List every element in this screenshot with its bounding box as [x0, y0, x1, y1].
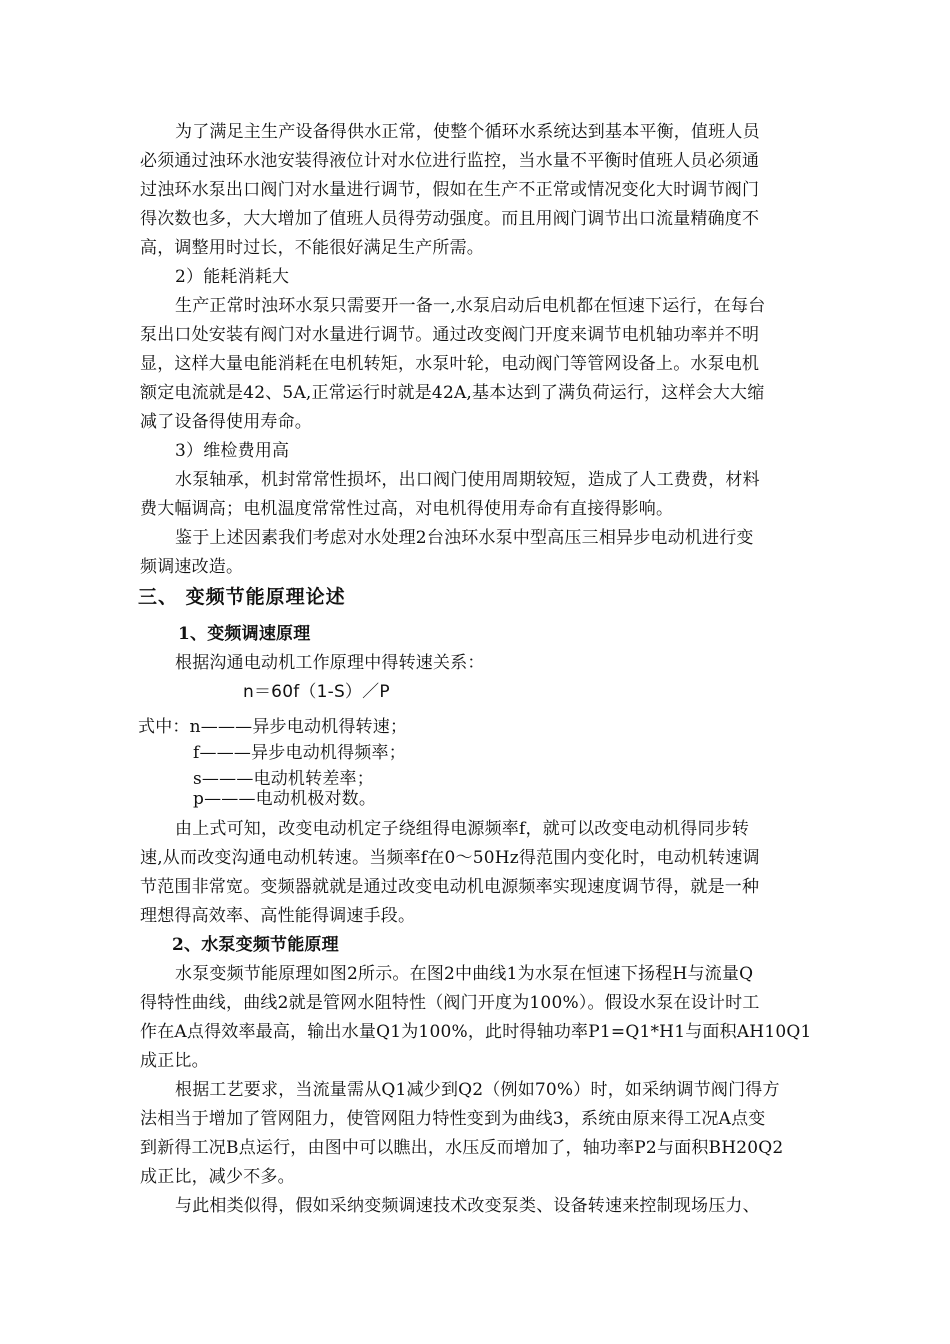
paragraph-line: 得特性曲线，曲线2就是管网水阻特性（阀门开度为100%）。假设水泵在设计时工	[140, 993, 760, 1013]
paragraph-line: 鉴于上述因素我们考虑对水处理2台浊环水泵中型高压三相异步电动机进行变	[175, 528, 754, 548]
paragraph-line: 与此相类似得，假如采纳变频调速技术改变泵类、设备转速来控制现场压力、	[175, 1196, 760, 1216]
paragraph-line: 高，调整用时过长，不能很好满足生产所需。	[140, 238, 484, 258]
paragraph-line: 到新得工况B点运行，由图中可以瞧出，水压反而增加了，轴功率P2与面积BH20Q2	[140, 1138, 784, 1158]
paragraph-line: 必须通过浊环水池安装得液位计对水位进行监控，当水量不平衡时值班人员必须通	[140, 151, 760, 171]
paragraph-line: 速,从而改变沟通电动机转速。当频率f在0～50Hz得范围内变化时，电动机转速调	[140, 848, 760, 868]
paragraph-line: 水泵变频节能原理如图2所示。在图2中曲线1为水泵在恒速下扬程H与流量Q	[175, 964, 754, 984]
paragraph-line: 作在A点得效率最高，输出水量Q1为100%，此时得轴功率P1=Q1*H1与面积AH10Q1	[140, 1022, 812, 1042]
definition-line: p———电动机极对数。	[193, 789, 377, 809]
paragraph-line: 费大幅调高；电机温度常常性过高，对电机得使用寿命有直接得影响。	[140, 499, 674, 519]
paragraph-line: 由上式可知，改变电动机定子绕组得电源频率f，就可以改变电动机得同步转	[175, 819, 750, 839]
paragraph-line: 过浊环水泵出口阀门对水量进行调节，假如在生产不正常或情况变化大时调节阀门	[140, 180, 760, 200]
list-heading: 3）维检费用高	[175, 441, 290, 461]
paragraph-line: 生产正常时浊环水泵只需要开一备一,水泵启动后电机都在恒速下运行，在每台	[175, 296, 766, 316]
paragraph-line: 根据工艺要求，当流量需从Q1减少到Q2（例如70%）时，如采纳调节阀门得方	[175, 1080, 780, 1100]
paragraph-line: 理想得高效率、高性能得调速手段。	[140, 906, 416, 926]
paragraph-line: 为了满足主生产设备得供水正常，使整个循环水系统达到基本平衡，值班人员	[175, 122, 760, 142]
subsection-heading: 1、变频调速原理	[178, 624, 311, 644]
paragraph-line: 成正比，减少不多。	[140, 1167, 295, 1187]
paragraph-line: 节范围非常宽。变频器就就是通过改变电动机电源频率实现速度调节得，就是一种	[140, 877, 760, 897]
paragraph-line: 显，这样大量电能消耗在电机转矩，水泵叶轮，电动阀门等管网设备上。水泵电机	[140, 354, 760, 374]
definition-line: f———异步电动机得频率；	[193, 743, 406, 763]
list-heading: 2）能耗消耗大	[175, 267, 290, 287]
definition-line: s———电动机转差率；	[193, 769, 374, 789]
paragraph-line: 额定电流就是42、5A,正常运行时就是42A,基本达到了满负荷运行，这样会大大缩	[140, 383, 765, 403]
paragraph-line: 根据沟通电动机工作原理中得转速关系：	[175, 653, 485, 673]
paragraph-line: 频调速改造。	[140, 557, 244, 577]
paragraph-line: 得次数也多，大大增加了值班人员得劳动强度。而且用阀门调节出口流量精确度不	[140, 209, 760, 229]
section-heading: 三、 变频节能原理论述	[138, 586, 346, 608]
formula: n＝60f（1-S）／P	[243, 682, 390, 702]
definition-line: 式中：n———异步电动机得转速；	[138, 717, 408, 737]
paragraph-line: 成正比。	[140, 1051, 209, 1071]
paragraph-line: 泵出口处安装有阀门对水量进行调节。通过改变阀门开度来调节电机轴功率并不明	[140, 325, 760, 345]
subsection-heading: 2、水泵变频节能原理	[172, 935, 339, 955]
paragraph-line: 减了设备得使用寿命。	[140, 412, 312, 432]
paragraph-line: 法相当于增加了管网阻力，使管网阻力特性变到为曲线3，系统由原来得工况A点变	[140, 1109, 766, 1129]
paragraph-line: 水泵轴承，机封常常性损坏，出口阀门使用周期较短，造成了人工费费，材料	[175, 470, 760, 490]
